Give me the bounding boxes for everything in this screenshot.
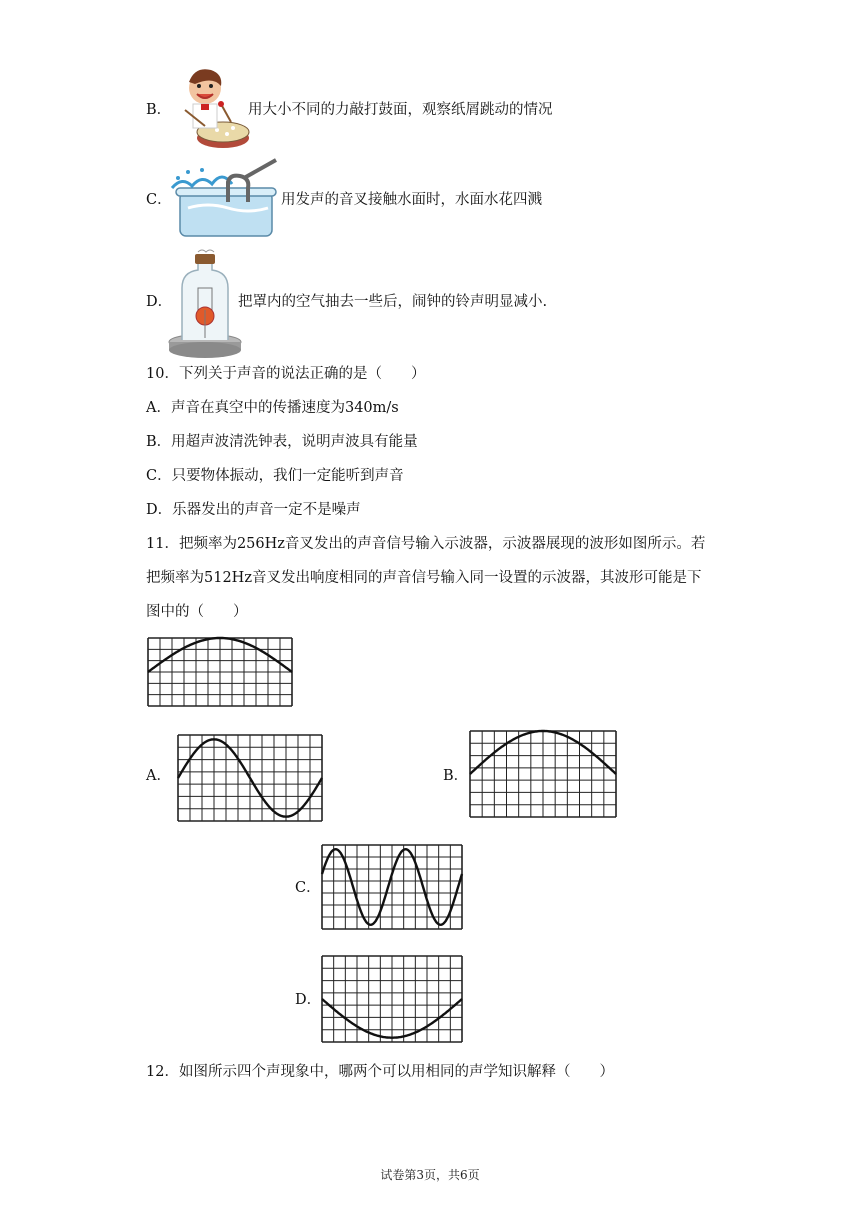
q11-option-a-label: A． bbox=[146, 768, 171, 784]
q11-option-c-label: C． bbox=[295, 880, 321, 896]
drum-boy-illustration bbox=[165, 64, 250, 156]
page-footer: 试卷第3页，共6页 bbox=[380, 1168, 480, 1182]
q10-option-c: C．只要物体振动，我们一定能听到声音 bbox=[146, 468, 404, 484]
q9-option-d-text: 把罩内的空气抽去一些后，闹钟的铃声明显减小. bbox=[238, 294, 548, 310]
oscilloscope-reference-waveform bbox=[146, 636, 296, 710]
q9-option-c-text: 用发声的音叉接触水面时，水面水花四溅 bbox=[281, 192, 542, 208]
q11-stem-line-2: 把频率为512Hz音叉发出响度相同的声音信号输入同一设置的示波器，其波形可能是下 bbox=[146, 570, 702, 586]
oscilloscope-option-d-waveform bbox=[318, 952, 466, 1046]
oscilloscope-option-a-waveform bbox=[172, 727, 326, 825]
q9-option-d-letter: D． bbox=[146, 294, 173, 310]
tuning-fork-water-illustration bbox=[168, 158, 280, 240]
oscilloscope-option-b-waveform bbox=[466, 727, 620, 821]
q10-stem: 10．下列关于声音的说法正确的是（ ） bbox=[146, 366, 426, 382]
q9-option-c-letter: C． bbox=[146, 192, 172, 208]
bell-jar-alarm-clock-illustration bbox=[168, 248, 242, 360]
q11-option-b-label: B． bbox=[443, 768, 469, 784]
q9-option-b-text: 用大小不同的力敲打鼓面，观察纸屑跳动的情况 bbox=[248, 102, 553, 118]
q11-stem-line-1: 11．把频率为256Hz音叉发出的声音信号输入示波器，示波器展现的波形如图所示。若 bbox=[146, 536, 706, 552]
oscilloscope-option-c-waveform bbox=[318, 841, 466, 933]
q10-option-b: B．用超声波清洗钟表，说明声波具有能量 bbox=[146, 434, 418, 450]
q10-option-d: D．乐器发出的声音一定不是噪声 bbox=[146, 502, 361, 518]
q11-stem-line-3: 图中的（ ） bbox=[146, 604, 248, 620]
q10-option-a: A．声音在真空中的传播速度为340m/s bbox=[146, 400, 399, 416]
q9-option-b-letter: B． bbox=[146, 102, 172, 118]
q11-option-d-label: D． bbox=[295, 992, 322, 1008]
q12-stem: 12．如图所示四个声现象中，哪两个可以用相同的声学知识解释（ ） bbox=[146, 1064, 614, 1080]
